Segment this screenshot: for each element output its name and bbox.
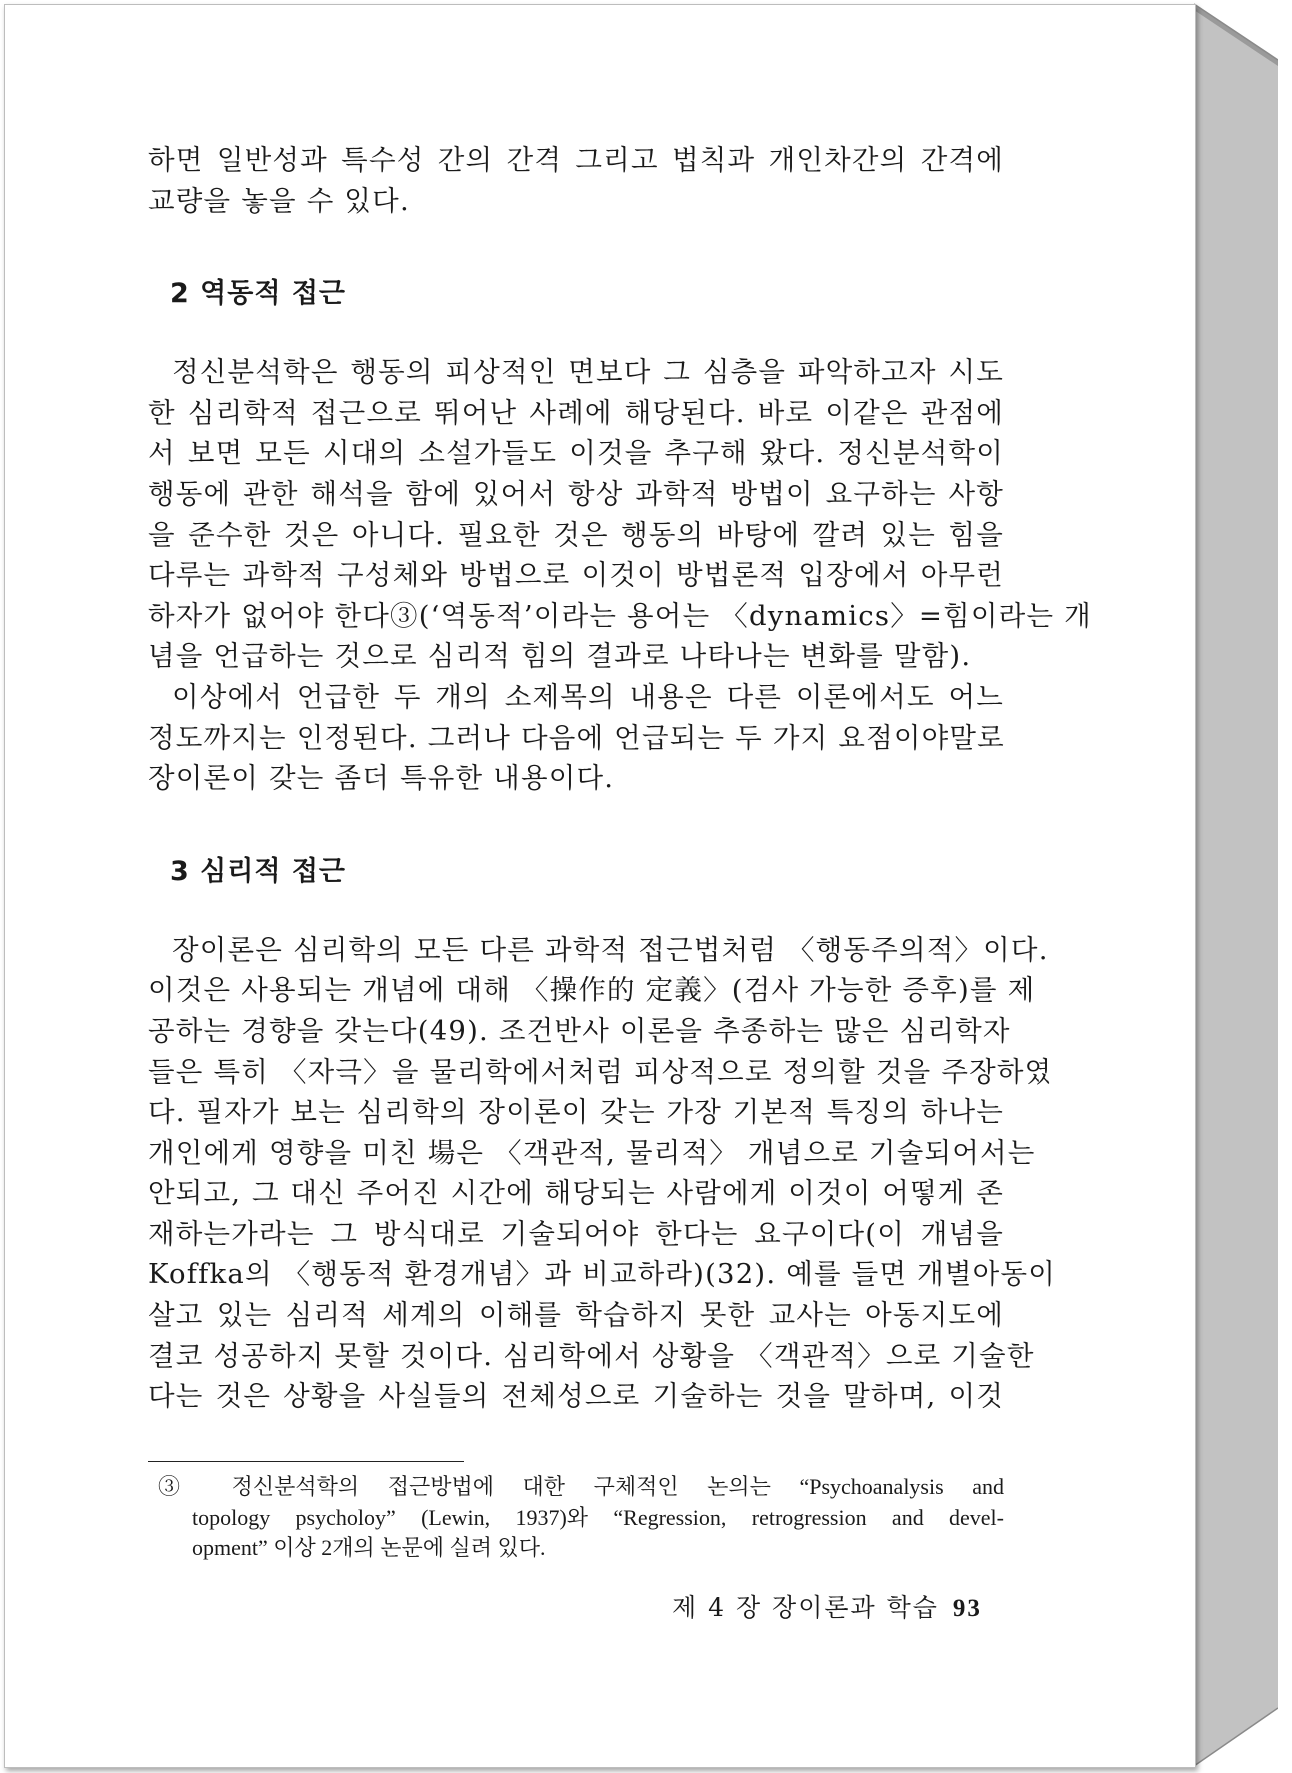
text-line: 개인에게 영향을 미친 場은 〈객관적, 물리적〉 개념으로 기술되어서는	[148, 1136, 1036, 1169]
text-line: 념을 언급하는 것으로 심리적 힘의 결과로 나타나는 변화를 말함).	[148, 640, 972, 673]
footnote	[158, 1472, 1004, 1564]
text-line: 다루는 과학적 구성체와 방법으로 이것이 방법론적 입장에서 아무런	[148, 559, 1004, 592]
text-line: 들은 특히 〈자극〉을 물리학에서처럼 피상적으로 정의할 것을 주장하였	[148, 1055, 1053, 1088]
text-line: 서 보면 모든 시대의 소설가들도 이것을 추구해 왔다. 정신분석학이	[148, 437, 1004, 470]
text-line: 을 준수한 것은 아니다. 필요한 것은 행동의 바탕에 깔려 있는 힘을	[148, 518, 1004, 551]
text-line: 행동에 관한 해석을 함에 있어서 항상 과학적 방법이 요구하는 사항	[148, 477, 1004, 510]
text-line: 교량을 놓을 수 있다.	[148, 184, 410, 217]
paragraph-3	[148, 677, 1004, 799]
footnote-line: ③ 정신분석학의 접근방법에 대한 구체적인 논의는 “Psychoanalysis and	[158, 1474, 1004, 1499]
paragraph-1	[148, 140, 1004, 221]
text-line: 이것은 사용되는 개념에 대해 〈操作的 定義〉(검사 가능한 증후)를 제	[148, 974, 1036, 1007]
chapter-title: 제 4 장 장이론과 학습	[672, 1593, 939, 1622]
section-heading-2: 2 역동적 접근	[170, 278, 346, 310]
page-number: 93	[952, 1595, 982, 1622]
book-side-edge	[1194, 0, 1278, 1773]
text-line: 장이론이 갖는 좀더 특유한 내용이다.	[148, 762, 615, 795]
text-line: 이상에서 언급한 두 개의 소제목의 내용은 다른 이론에서도 어느	[172, 680, 1004, 713]
paragraph-2	[148, 352, 1092, 677]
footnote-line: topology psycholoy” (Lewin, 1937)와 “Regression, retrogression and devel-	[192, 1504, 1004, 1530]
page-body	[148, 140, 1092, 1417]
text-line: 결코 성공하지 못할 것이다. 심리학에서 상황을 〈객관적〉으로 기술한	[148, 1339, 1035, 1372]
text-line: 살고 있는 심리적 세계의 이해를 학습하지 못한 교사는 아동지도에	[148, 1299, 1004, 1332]
text-line: 다. 필자가 보는 심리학의 장이론이 갖는 가장 기본적 특징의 하나는	[148, 1096, 1004, 1129]
text-line: 정신분석학은 행동의 피상적인 면보다 그 심층을 파악하고자 시도	[172, 356, 1004, 389]
text-line: 하면 일반성과 특수성 간의 간격 그리고 법칙과 개인차간의 간격에	[148, 144, 1004, 176]
paragraph-4	[148, 930, 1056, 1417]
text-line: 다는 것은 상황을 사실들의 전체성으로 기술하는 것을 말하며, 이것	[148, 1380, 1004, 1413]
section-heading-3: 3 심리적 접근	[170, 855, 346, 887]
text-line: 하자가 없어야 한다③(‘역동적’이라는 용어는 〈dynamics〉=힘이라는 개	[148, 599, 1092, 632]
footnote-line: opment” 이상 2개의 논문에 실려 있다.	[192, 1535, 546, 1560]
text-line: 안되고, 그 대신 주어진 시간에 해당되는 사람에게 이것이 어떻게 존	[148, 1177, 1004, 1210]
page-footer	[672, 1588, 982, 1624]
text-line: Koffka의 〈행동적 환경개념〉과 비교하라)(32). 예를 들면 개별아동이	[148, 1258, 1056, 1291]
text-line: 정도까지는 인정된다. 그러나 다음에 언급되는 두 가지 요점이야말로	[148, 721, 1005, 754]
footnote-rule	[148, 1461, 464, 1462]
text-line: 공하는 경향을 갖는다(49). 조건반사 이론을 추종하는 많은 심리학자	[148, 1014, 1011, 1047]
text-line: 재하는가라는 그 방식대로 기술되어야 한다는 요구이다(이 개념을	[148, 1217, 1004, 1250]
text-line: 한 심리학적 접근으로 뛰어난 사례에 해당된다. 바로 이같은 관점에	[148, 396, 1004, 429]
text-line: 장이론은 심리학의 모든 다른 과학적 접근법처럼 〈행동주의적〉이다.	[172, 933, 1049, 966]
